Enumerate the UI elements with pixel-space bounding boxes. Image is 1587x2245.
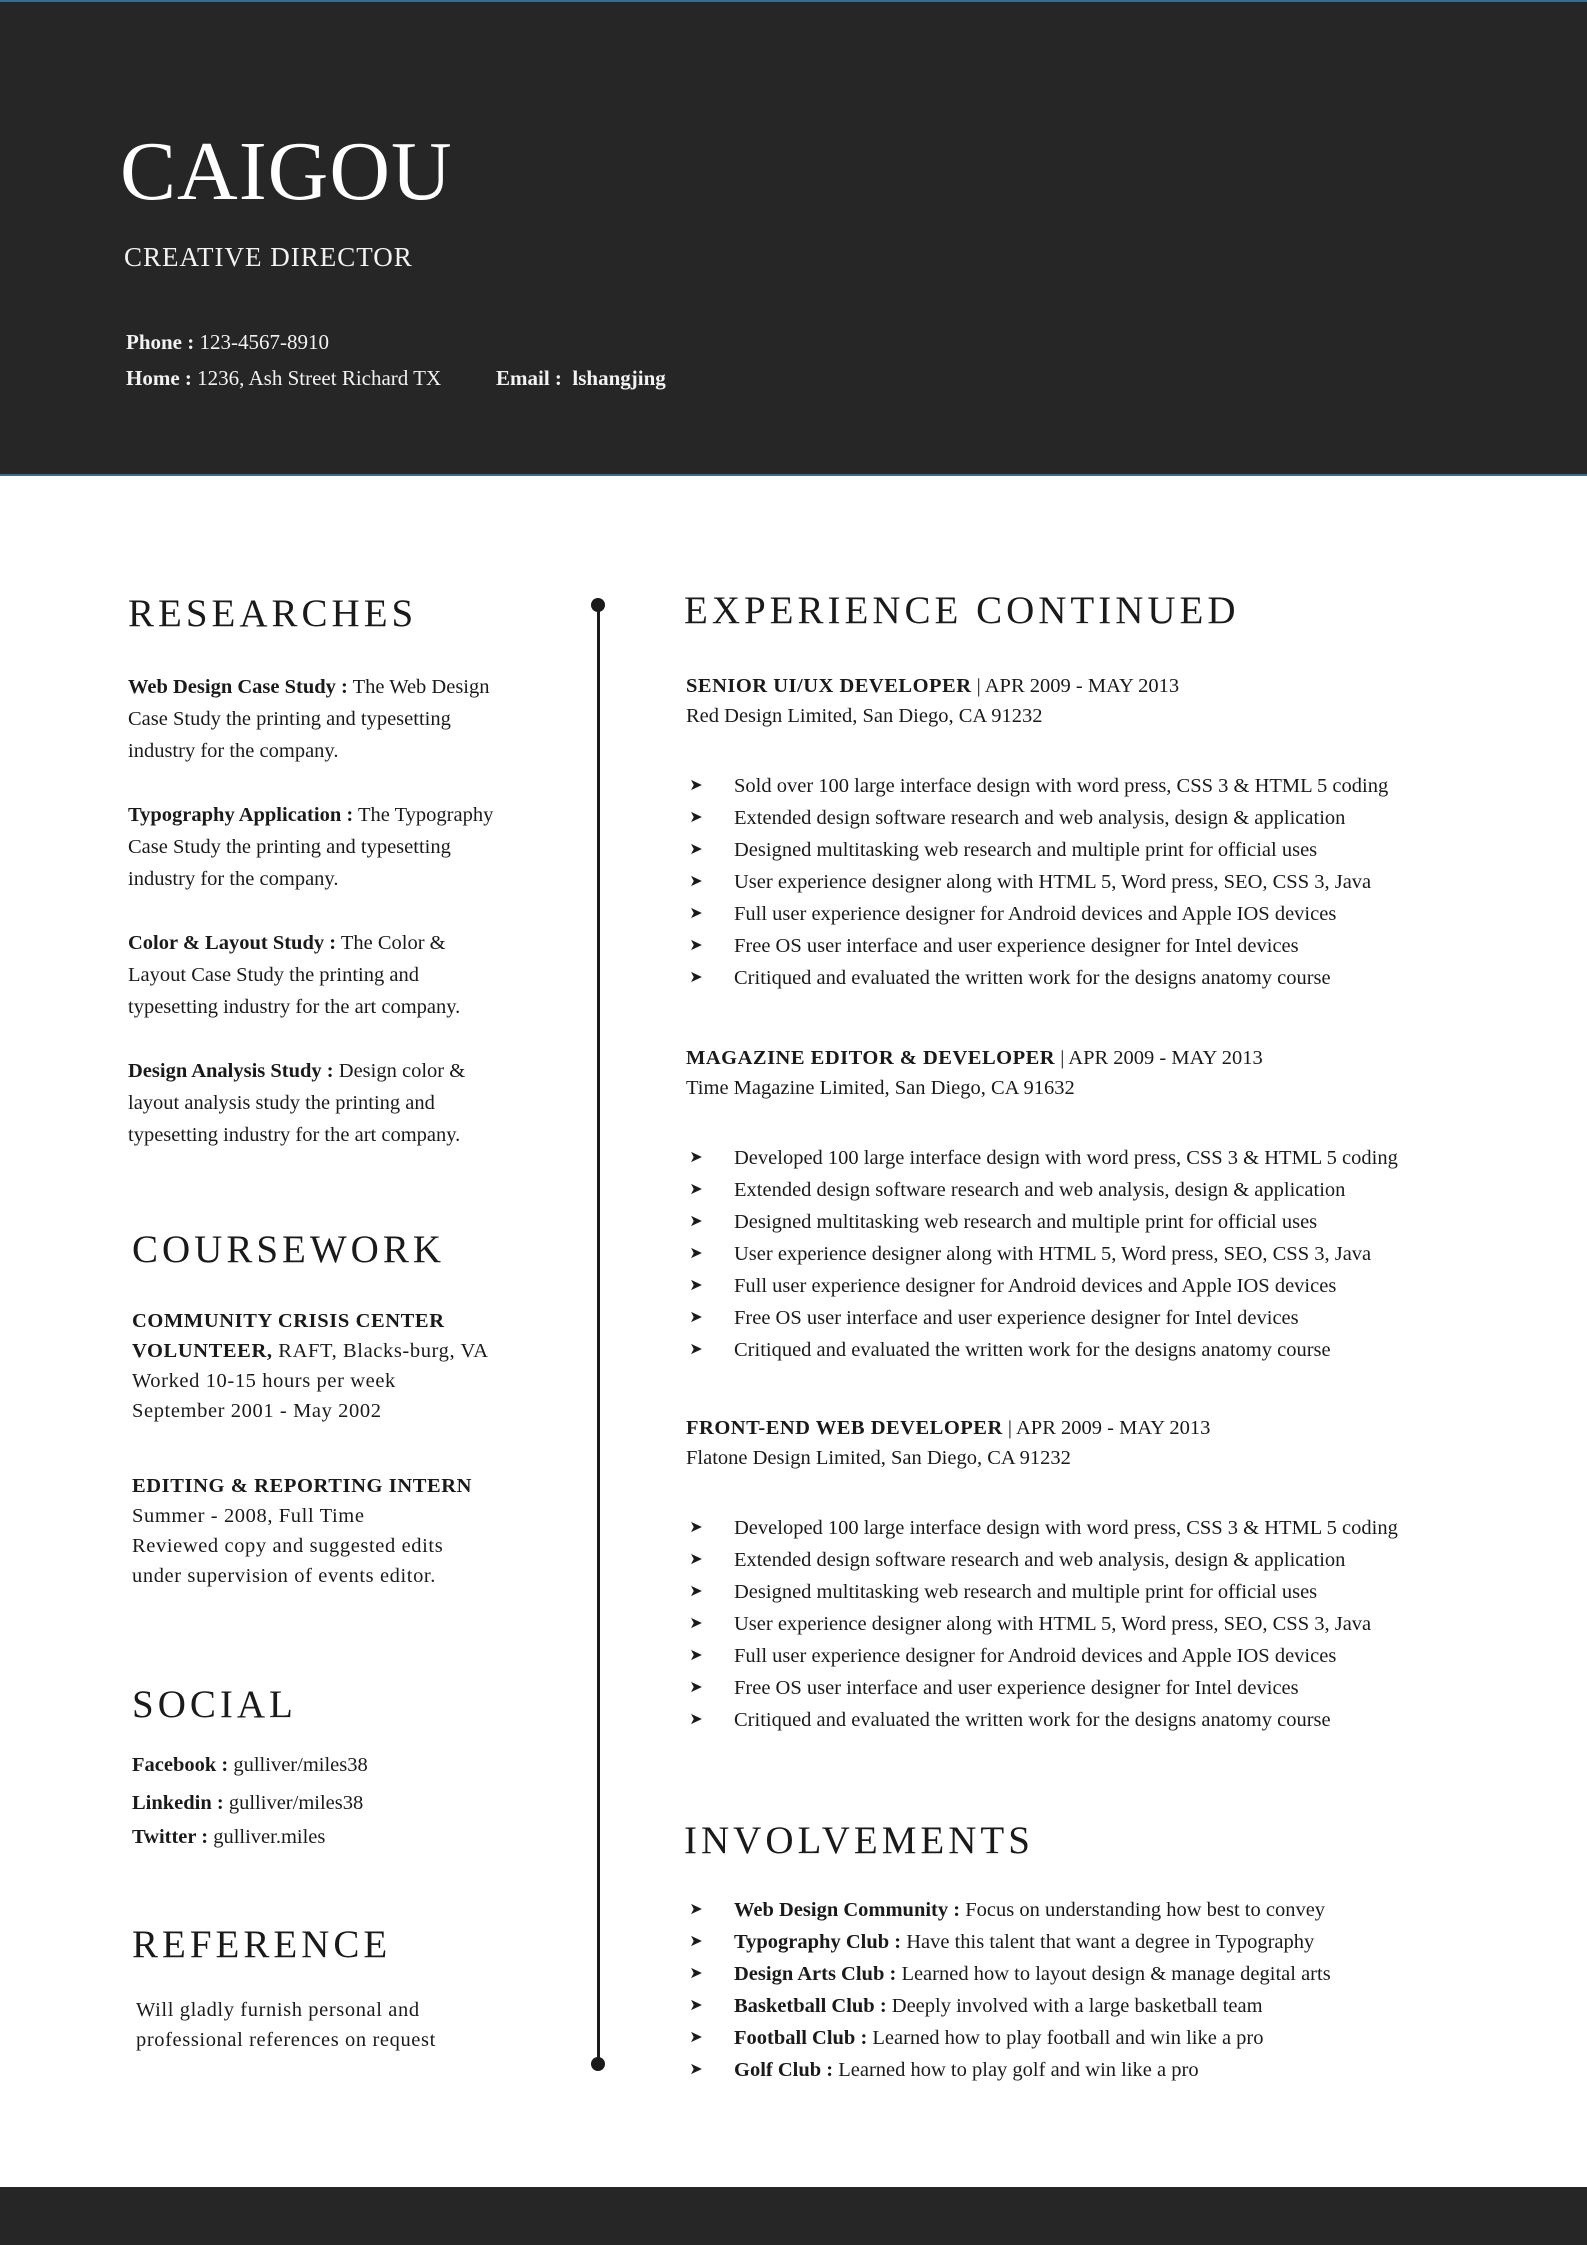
contact-home [126, 366, 441, 391]
job-header [686, 1043, 1263, 1103]
job-bullet: ➤ Free OS user interface and user experience designer for Intel devices [686, 930, 1388, 962]
coursework-title: COURSEWORK [132, 1228, 446, 1271]
job-bullet: ➤ Critiqued and evaluated the written work for the designs anatomy course [686, 1334, 1398, 1366]
arrowhead-bullet-icon: ➤ [689, 1615, 703, 1632]
home-value: 1236, Ash Street Richard TX [197, 366, 442, 390]
involvement-item: ➤ Golf Club : Learned how to play golf and win like a pro [686, 2054, 1331, 2086]
social-linkedin: Linkedin : gulliver/miles38 [132, 1792, 364, 1814]
email-value: lshangjing [572, 366, 666, 390]
coursework-item: EDITING & REPORTING INTERN Summer - 2008, Full Time Reviewed copy and suggested edits under supervision of events editor. [132, 1475, 473, 1587]
job-dates: | APR 2009 - MAY 2013 [1060, 1047, 1263, 1069]
arrowhead-bullet-icon: ➤ [689, 1181, 703, 1198]
social-twitter: Twitter : gulliver.miles [132, 1826, 326, 1848]
job-dates: | APR 2009 - MAY 2013 [976, 675, 1180, 697]
home-label: Home : [126, 366, 192, 390]
job-bullet-list [686, 1142, 1398, 1366]
arrowhead-bullet-icon: ➤ [689, 905, 703, 922]
job-header [686, 671, 1179, 731]
job-bullet: ➤ Extended design software research and web analysis, design & application [686, 802, 1388, 834]
job-bullet-list [686, 1512, 1398, 1736]
contact-phone [126, 330, 329, 355]
job-title: SENIOR UI/UX DEVELOPER [686, 675, 972, 697]
footer-bar [0, 2187, 1587, 2245]
arrowhead-bullet-icon: ➤ [689, 1277, 703, 1294]
arrowhead-bullet-icon: ➤ [689, 1551, 703, 1568]
arrowhead-bullet-icon: ➤ [689, 1647, 703, 1664]
experience-title: EXPERIENCE CONTINUED [684, 589, 1240, 632]
arrowhead-bullet-icon: ➤ [689, 1933, 703, 1950]
timeline-dot-top [591, 598, 605, 612]
job-bullet: ➤ Designed multitasking web research and multiple print for official uses [686, 834, 1388, 866]
job-bullet: ➤ Full user experience designer for Android devices and Apple IOS devices [686, 898, 1388, 930]
arrowhead-bullet-icon: ➤ [689, 969, 703, 986]
arrowhead-bullet-icon: ➤ [689, 1965, 703, 1982]
job-company: Flatone Design Limited, San Diego, CA 91232 [686, 1447, 1071, 1469]
coursework-item: COMMUNITY CRISIS CENTER VOLUNTEER, RAFT, Blacks-burg, VA Worked 10-15 hours per week September 2001 - May 2002 [132, 1310, 489, 1422]
arrowhead-bullet-icon: ➤ [689, 1997, 703, 2014]
job-bullet: ➤ Designed multitasking web research and multiple print for official uses [686, 1576, 1398, 1608]
job-bullet: ➤ User experience designer along with HTML 5, Word press, SEO, CSS 3, Java [686, 1238, 1398, 1270]
arrowhead-bullet-icon: ➤ [689, 1519, 703, 1536]
involvement-item: ➤ Typography Club : Have this talent that want a degree in Typography [686, 1926, 1331, 1958]
job-role: CREATIVE DIRECTOR [124, 242, 413, 272]
job-bullet: ➤ User experience designer along with HTML 5, Word press, SEO, CSS 3, Java [686, 1608, 1398, 1640]
job-header [686, 1413, 1210, 1473]
job-bullet: ➤ User experience designer along with HTML 5, Word press, SEO, CSS 3, Java [686, 866, 1388, 898]
arrowhead-bullet-icon: ➤ [689, 1245, 703, 1262]
job-company: Time Magazine Limited, San Diego, CA 91632 [686, 1077, 1075, 1099]
social-title: SOCIAL [132, 1683, 297, 1726]
arrowhead-bullet-icon: ➤ [689, 1341, 703, 1358]
header-banner [0, 0, 1587, 476]
research-item: Design Analysis Study : Design color & layout analysis study the printing and typesetting industry for the art company. [128, 1060, 466, 1146]
arrowhead-bullet-icon: ➤ [689, 809, 703, 826]
job-company: Red Design Limited, San Diego, CA 91232 [686, 705, 1043, 727]
arrowhead-bullet-icon: ➤ [689, 841, 703, 858]
arrowhead-bullet-icon: ➤ [689, 1149, 703, 1166]
arrowhead-bullet-icon: ➤ [689, 1679, 703, 1696]
arrowhead-bullet-icon: ➤ [689, 2061, 703, 2078]
arrowhead-bullet-icon: ➤ [689, 1583, 703, 1600]
job-title: FRONT-END WEB DEVELOPER [686, 1417, 1003, 1439]
involvements-title: INVOLVEMENTS [684, 1819, 1034, 1862]
involvements-list [686, 1894, 1331, 2086]
arrowhead-bullet-icon: ➤ [689, 1309, 703, 1326]
job-bullet: ➤ Sold over 100 large interface design with word press, CSS 3 & HTML 5 coding [686, 770, 1388, 802]
email-label: Email : [496, 366, 562, 390]
researches-title: RESEARCHES [128, 592, 418, 635]
arrowhead-bullet-icon: ➤ [689, 777, 703, 794]
job-dates: | APR 2009 - MAY 2013 [1007, 1417, 1211, 1439]
person-name: CAIGOU [120, 125, 453, 218]
job-bullet: ➤ Critiqued and evaluated the written work for the designs anatomy course [686, 962, 1388, 994]
job-bullet: ➤ Developed 100 large interface design with word press, CSS 3 & HTML 5 coding [686, 1512, 1398, 1544]
job-title: MAGAZINE EDITOR & DEVELOPER [686, 1047, 1056, 1069]
timeline-dot-bottom [591, 2057, 605, 2071]
social-facebook: Facebook : gulliver/miles38 [132, 1754, 368, 1776]
job-bullet: ➤ Full user experience designer for Android devices and Apple IOS devices [686, 1640, 1398, 1672]
job-bullet: ➤ Extended design software research and web analysis, design & application [686, 1174, 1398, 1206]
contact-email [496, 366, 666, 391]
job-bullet: ➤ Free OS user interface and user experience designer for Intel devices [686, 1302, 1398, 1334]
job-bullet: ➤ Developed 100 large interface design with word press, CSS 3 & HTML 5 coding [686, 1142, 1398, 1174]
involvement-item: ➤ Design Arts Club : Learned how to layout design & manage degital arts [686, 1958, 1331, 1990]
arrowhead-bullet-icon: ➤ [689, 2029, 703, 2046]
involvement-item: ➤ Web Design Community : Focus on understanding how best to convey [686, 1894, 1331, 1926]
job-bullet: ➤ Critiqued and evaluated the written work for the designs anatomy course [686, 1704, 1398, 1736]
arrowhead-bullet-icon: ➤ [689, 1711, 703, 1728]
job-bullet: ➤ Free OS user interface and user experience designer for Intel devices [686, 1672, 1398, 1704]
job-bullet: ➤ Designed multitasking web research and multiple print for official uses [686, 1206, 1398, 1238]
phone-value: 123-4567-8910 [199, 330, 329, 354]
research-item: Color & Layout Study : The Color & Layout Case Study the printing and typesetting industry for the art company. [128, 932, 461, 1018]
timeline-divider [597, 606, 600, 2064]
job-bullet: ➤ Extended design software research and web analysis, design & application [686, 1544, 1398, 1576]
reference-title: REFERENCE [132, 1923, 392, 1966]
involvement-item: ➤ Football Club : Learned how to play football and win like a pro [686, 2022, 1331, 2054]
job-bullet-list [686, 770, 1388, 994]
phone-label: Phone : [126, 330, 195, 354]
arrowhead-bullet-icon: ➤ [689, 937, 703, 954]
arrowhead-bullet-icon: ➤ [689, 1901, 703, 1918]
arrowhead-bullet-icon: ➤ [689, 873, 703, 890]
research-item: Typography Application : The Typography Case Study the printing and typesetting industry for the company. [128, 804, 494, 890]
research-item: Web Design Case Study : The Web Design Case Study the printing and typesetting industry for the company. [128, 676, 490, 762]
reference-text: Will gladly furnish personal and professional references on request [136, 1999, 436, 2051]
involvement-item: ➤ Basketball Club : Deeply involved with a large basketball team [686, 1990, 1331, 2022]
arrowhead-bullet-icon: ➤ [689, 1213, 703, 1230]
job-bullet: ➤ Full user experience designer for Android devices and Apple IOS devices [686, 1270, 1398, 1302]
